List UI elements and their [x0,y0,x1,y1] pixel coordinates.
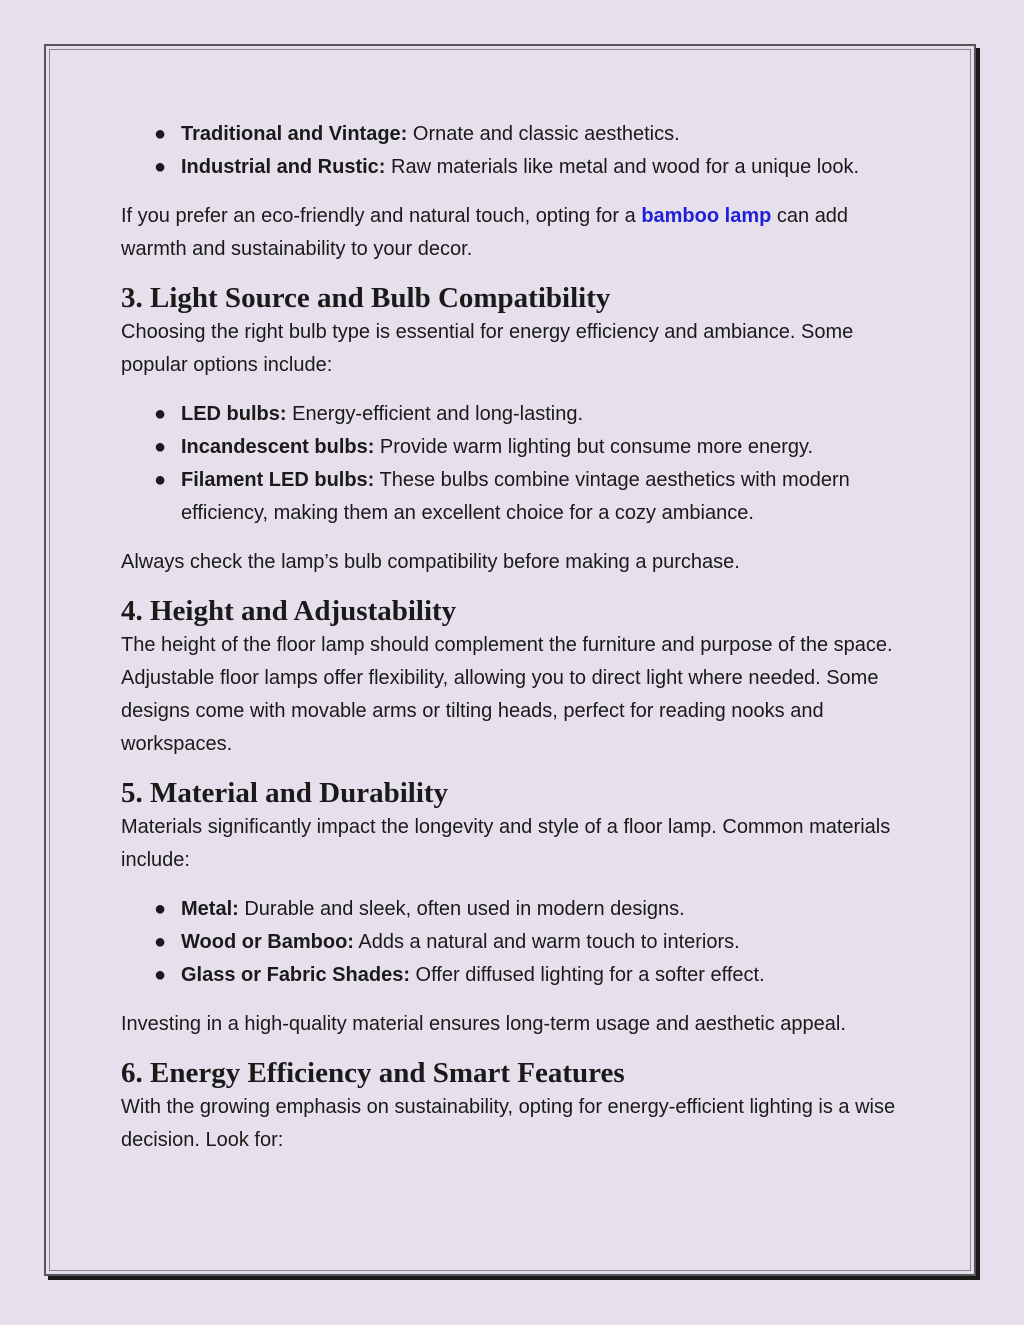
bullet-icon: ● [154,469,167,491]
bullet-icon: ● [154,436,167,458]
list-item [154,398,911,431]
list-term: Traditional and Vintage: [181,123,408,145]
list-item [154,431,911,464]
bullet-icon: ● [154,964,167,986]
material-list [121,893,911,992]
bullet-icon: ● [154,156,167,178]
section-heading-height: 4. Height and Adjustability [121,595,457,627]
bullet-icon: ● [154,403,167,425]
section-heading-light-source: 3. Light Source and Bulb Compatibility [121,282,611,314]
list-item [154,893,911,926]
list-text: Ornate and classic aesthetics. [407,123,680,145]
bamboo-paragraph [121,200,911,266]
list-term: Metal: [181,898,239,920]
style-list [121,118,911,184]
section-heading-energy: 6. Energy Efficiency and Smart Features [121,1057,625,1089]
list-item [154,151,911,184]
list-term: Wood or Bamboo: [181,931,354,953]
list-text: Energy-efficient and long-lasting. [286,403,584,425]
bamboo-lamp-link[interactable]: bamboo lamp [641,205,772,227]
paragraph-text: can add warmth and sustainability to your decor. [121,205,849,260]
list-text: Adds a natural and warm touch to interiors. [353,931,740,953]
list-item [154,926,911,959]
section-note: Always check the lamp’s bulb compatibility before making a purchase. [121,551,740,573]
paragraph-text: If you prefer an eco-friendly and natural touch, opting for a [121,205,642,227]
section-note: Investing in a high-quality material ensures long-term usage and aesthetic appeal. [121,1013,846,1035]
list-term: Glass or Fabric Shades: [181,964,410,986]
list-text: Durable and sleek, often used in modern designs. [238,898,685,920]
list-text: Raw materials like metal and wood for a unique look. [385,156,860,178]
list-term: Industrial and Rustic: [181,156,386,178]
list-term: LED bulbs: [181,403,287,425]
document-content [121,118,911,1157]
list-text: Provide warm lighting but consume more energy. [374,436,814,458]
list-term: Filament LED bulbs: [181,469,375,491]
bullet-icon: ● [154,931,167,953]
bullet-icon: ● [154,123,167,145]
section-paragraph: With the growing emphasis on sustainability, opting for energy-efficient lighting is a wise decision. Look for: [121,1096,896,1151]
list-text: These bulbs combine vintage aesthetics with modern efficiency, making them an excellent choice for a cozy ambiance. [181,469,850,524]
bullet-icon: ● [154,898,167,920]
list-item [154,464,911,530]
section-heading-material: 5. Material and Durability [121,777,449,809]
list-term: Incandescent bulbs: [181,436,375,458]
section-paragraph: Choosing the right bulb type is essential for energy efficiency and ambiance. Some popular options include: [121,321,854,376]
list-text: Offer diffused lighting for a softer effect. [409,964,765,986]
section-paragraph: Materials significantly impact the longevity and style of a floor lamp. Common materials include: [121,816,891,871]
list-item [154,118,911,151]
list-item [154,959,911,992]
section-paragraph: The height of the floor lamp should complement the furniture and purpose of the space. Adjustable floor lamps offer flexibility, allowing you to direct light where needed. Some designs come with movable arms or tilting heads, perfect for reading nooks and workspaces. [121,634,893,755]
bulb-list [121,398,911,530]
